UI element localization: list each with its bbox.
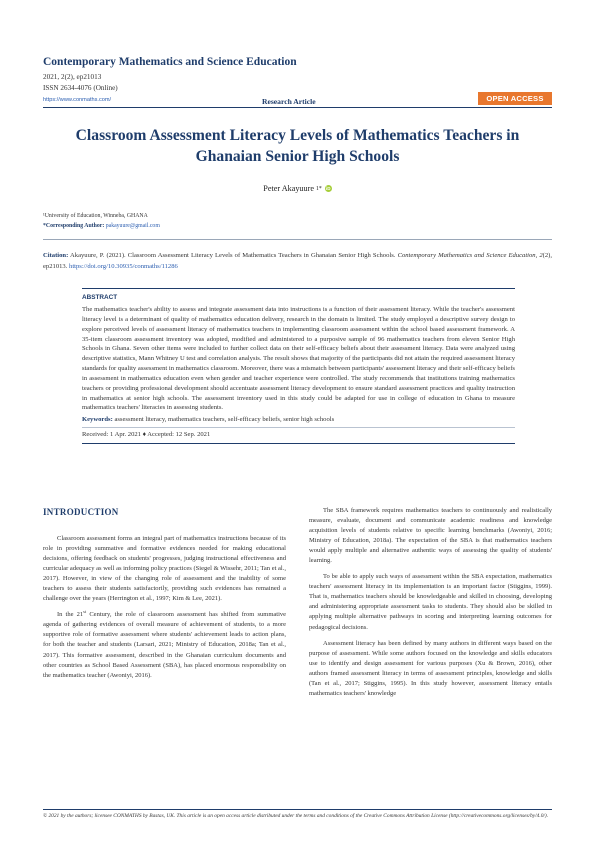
- body-column-left: [43, 534, 286, 687]
- body-paragraph: Assessment literacy has been defined by many authors in different ways based on the purpose of assessment. While some authors focused on the knowledge and skills educators use to identify and design assessment for various purposes (Xu & Brown, 2016), other authors framed assessment literacy in terms of assessment principles, knowledge and skills (Tan et al., 2017; Stiggins, 1995). In this study however, assessment literacy entails mathematics teachers' knowledge: [309, 639, 552, 697]
- affiliation-1: ¹University of Education, Winneba, GHANA: [43, 213, 148, 219]
- corresponding-author: [43, 223, 160, 229]
- author-name: Peter Akayuure: [263, 184, 314, 193]
- journal-url-link[interactable]: https://www.conmaths.com/: [43, 97, 112, 103]
- article-type-label: Research Article: [262, 97, 316, 106]
- journal-volume-line: 2021, 2(2), ep21013: [43, 73, 102, 81]
- citation-issue: (2), ep21013.: [43, 252, 552, 270]
- corresponding-label: *Corresponding Author:: [43, 223, 105, 229]
- received-accepted-dates: Received: 1 Apr. 2021 ♦ Accepted: 12 Sep. 2021: [82, 427, 515, 440]
- keywords-list: assessment literacy, mathematics teachers, self-efficacy beliefs, senior high schools: [114, 416, 335, 424]
- abstract-box: [82, 288, 515, 444]
- body-paragraph: Classroom assessment forms an integral part of mathematics instructions because of its role in providing summative and formative evidences needed for making educational decisions, offering feedback on students' progresses, judging instructional effectiveness and curricular adequacy as well as informing policy practices (Siegel & Wissehr, 2011; Tan et al., 2017). However, in view of the changing role of assessment and the inability of some teachers to assess their students satisfactorily, providing such evidences has remained a challenge over the years (Herrington et al., 1997; Kim & Lee, 2021).: [43, 535, 286, 603]
- abstract-text: The mathematics teacher's ability to assess and integrate assessment data into instructions is a function of their assessment literacy. While the teacher's assessment literacy level is a determinant of quality of mathematics education delivery, research in the domain is limited. The study employed a descriptive survey design to explore perceived levels of assessment literacy of mathematics teachers in implementing classroom assessment within the school based assessment framework. A 35-item classroom assessment inventory was adopted, modified and administered to a purposive sample of 96 mathematics teachers from eleven Senior High Schools in Ghana. Seven other items were included to further collect data on their self-efficacy beliefs about their assessment literacy. Data were analyzed using descriptive statistics, Mann Whitney U test and correlation analysis. The result shows that majority of the participants did not attain the required assessment literacy standards for quality assessment in mathematics classroom. Moreover, there was a mismatch between participants' assessment literacy and their self-efficacy beliefs in assessment in mathematics education even when gender and teacher experience were controlled. The study recommends that institutions training mathematics teachers or providing professional development should accentuate assessment literacy development to ensure standard assessment practices and quality instruction in mathematics at senior high schools. The assessment inventory used in this study could be adapted for use in college of education in Ghana to measure mathematics teachers' literacies in assessing students.: [82, 306, 515, 412]
- orcid-icon[interactable]: iD: [325, 186, 331, 191]
- citation-block: [43, 250, 552, 272]
- keywords-label: Keywords:: [82, 416, 113, 424]
- license-footer: © 2021 by the authors; licensee CONMATHS by Bastas, UK. This article is an open access article distributed under the terms and conditions of the Creative Commons Attribution License (http://creativecommons.org/licenses/by/4.0/).: [43, 813, 549, 819]
- keywords-line: [82, 415, 515, 425]
- body-column-right: [309, 506, 552, 705]
- citation-doi-link[interactable]: https://doi.org/10.30935/conmaths/11286: [69, 263, 178, 270]
- journal-issn-line: ISSN 2634-4076 (Online): [43, 84, 118, 92]
- open-access-badge: OPEN ACCESS: [478, 92, 552, 105]
- citation-text: Akayuure, P. (2021). Classroom Assessment Literacy Levels of Mathematics Teachers in Ghanaian Senior High Schools.: [70, 252, 396, 259]
- journal-title: Contemporary Mathematics and Science Education: [43, 56, 297, 68]
- paper-title: Classroom Assessment Literacy Levels of Mathematics Teachers in Ghanaian Senior High Schools: [75, 127, 520, 165]
- abstract-heading: ABSTRACT: [82, 294, 118, 301]
- introduction-heading: INTRODUCTION: [43, 507, 119, 517]
- citation-label: Citation:: [43, 252, 69, 259]
- author-line: Peter Akayuure 1* iD: [263, 184, 331, 193]
- body-paragraph: The SBA framework requires mathematics teachers to continuously and realistically measure, evaluate, document and communicate academic readiness and knowledge acquisition levels of students relative to specific learning benchmarks (Awoniyi, 2016; Ministry of Education, 2018a). The expectation of the SBA is that mathematics teachers would apply multiple and alternative authentic ways of assessing the quality of students' learning.: [309, 507, 552, 565]
- header-divider: [43, 107, 552, 108]
- body-paragraph: To be able to apply such ways of assessment within the SBA expectation, mathematics teachers' assessment literacy in its implementation is an important factor (Stiggins, 1999). That is, mathematics teachers should be knowledgeable and skilled in choosing, developing and administering appropriate assessment tasks to students. They should also be skilled in applying multiple alternative pathways in scoring and interpreting learning outcomes for pedagogical decisions.: [309, 573, 552, 631]
- citation-journal: Contemporary Mathematics and Science Education, 2: [397, 252, 543, 259]
- corresponding-email-link[interactable]: pakayuure@gmail.com: [105, 223, 160, 229]
- affiliation-divider: [43, 239, 552, 240]
- body-paragraph: In the 21st Century, the role of classroom assessment has shifted from summative agenda of gathering evidences of overall measure of achievement of students, to a more supportive role of formative assessment where students' achievement leads to action plans, for both the teacher and students (Larsari, 2021; Ministry of Education, 2018a; Tan et al., 2017). This formative assessment, described in the Ghanaian curriculum documents and other countries as School Based Assessment (SBA), has placed enormous responsibility on the mathematics teacher (Awoniyi, 2016).: [43, 609, 287, 679]
- footer-divider: [43, 809, 552, 810]
